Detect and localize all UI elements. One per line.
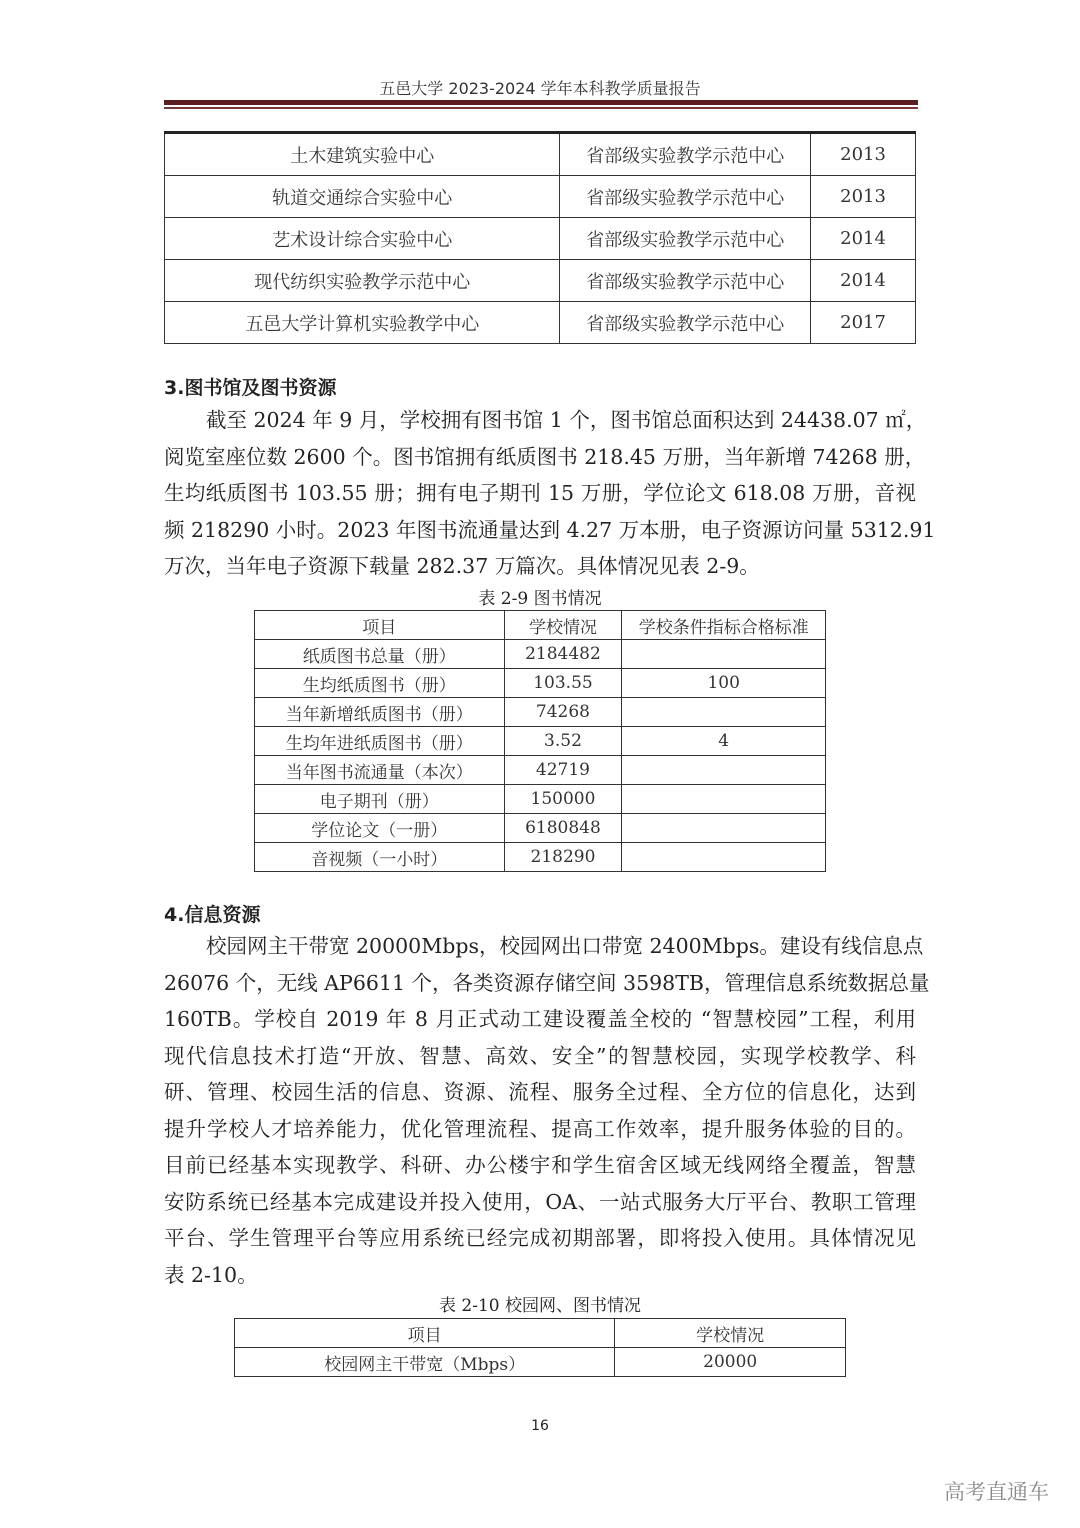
table-cell: 学校条件指标合格标准 [622,611,826,640]
table-cell: 学校情况 [615,1319,846,1348]
table-cell: 音视频（一小时） [255,843,505,872]
paragraph-line: 目前已经基本实现教学、科研、办公楼宇和学生宿舍区域无线网络全覆盖，智慧 [164,1153,916,1177]
table-row [165,302,916,344]
paragraph-line: 160TB。学校自 2019 年 8 月正式动工建设覆盖全校的 “智慧校园”工程，利用 [164,1007,916,1031]
table-row [255,669,826,698]
paragraph-line: 研、管理、校园生活的信息、资源、流程、服务全过程、全方位的信息化，达到 [164,1080,916,1104]
paragraph-line: 生均纸质图书 103.55 册；拥有电子期刊 15 万册，学位论文 618.08 万册，音视 [164,481,916,505]
paragraph-line: 截至 2024 年 9 月，学校拥有图书馆 1 个，图书馆总面积达到 24438.07 ㎡， [206,408,927,432]
table-row [255,785,826,814]
watermark: 高考直通车 [944,1480,1049,1504]
table-cell: 五邑大学计算机实验教学中心 [165,302,560,344]
table-row [165,218,916,260]
table-cell: 103.55 [504,669,622,698]
section-4-heading: 4.信息资源 [164,904,261,926]
table-cell: 电子期刊（册） [255,785,505,814]
paragraph-line: 万次，当年电子资源下载量 282.37 万篇次。具体情况见表 2-9。 [164,554,760,578]
table-cell: 轨道交通综合实验中心 [165,176,560,218]
table-cell: 学校情况 [504,611,622,640]
table-cell: 4 [622,727,826,756]
table-cell [622,843,826,872]
table-2-9-caption: 表 2-9 图书情况 [478,589,602,609]
paragraph-line: 校园网主干带宽 20000Mbps，校园网出口带宽 2400Mbps。建设有线信息点 [206,934,924,958]
table-header-row [235,1319,846,1348]
table-row [255,640,826,669]
table-cell: 省部级实验教学示范中心 [560,302,811,344]
table-cell [622,785,826,814]
table-cell: 2014 [811,260,916,302]
header-rule [164,100,918,105]
lab-center-table [164,131,916,344]
page-header: 五邑大学 2023-2024 学年本科教学质量报告 [379,79,701,98]
table-row [165,260,916,302]
paragraph-line: 26076 个，无线 AP6611 个，各类资源存储空间 3598TB，管理信息系统数据总量 [164,970,930,995]
table-cell: 学位论文（一册） [255,814,505,843]
table-cell: 2017 [811,302,916,344]
table-row [165,176,916,218]
table-cell: 74268 [504,698,622,727]
section-3-heading: 3.图书馆及图书资源 [164,377,337,399]
table-cell: 2014 [811,218,916,260]
paragraph-line: 表 2-10。 [164,1262,258,1287]
table-cell: 艺术设计综合实验中心 [165,218,560,260]
table-cell: 生均纸质图书（册） [255,669,505,698]
table-cell: 20000 [615,1348,846,1377]
table-row [235,1348,846,1377]
table-cell [622,814,826,843]
table-row [255,843,826,872]
table-header-row [255,611,826,640]
table-row [255,756,826,785]
table-cell: 省部级实验教学示范中心 [560,133,811,176]
table-cell: 150000 [504,785,622,814]
table-cell: 6180848 [504,814,622,843]
table-cell: 土木建筑实验中心 [165,133,560,176]
table-cell: 2184482 [504,640,622,669]
table-cell: 42719 [504,756,622,785]
paragraph-line: 安防系统已经基本完成建设并投入使用，OA、一站式服务大厅平台、教职工管理 [164,1189,916,1214]
table-cell: 校园网主干带宽（Mbps） [235,1348,615,1377]
table-cell: 100 [622,669,826,698]
table-cell: 省部级实验教学示范中心 [560,176,811,218]
table-row [165,133,916,176]
table-cell: 项目 [255,611,505,640]
table-cell: 省部级实验教学示范中心 [560,260,811,302]
table-row [255,727,826,756]
paragraph-line: 频 218290 小时。2023 年图书流通量达到 4.27 万本册，电子资源访问量 5312.91 [164,517,936,542]
table-cell: 218290 [504,843,622,872]
table-cell: 现代纺织实验教学示范中心 [165,260,560,302]
paragraph-line: 现代信息技术打造“开放、智慧、高效、安全”的智慧校园，实现学校教学、科 [164,1043,916,1068]
paragraph-line: 阅览室座位数 2600 个。图书馆拥有纸质图书 218.45 万册，当年新增 74268 册， [164,444,926,469]
table-cell [622,756,826,785]
table-row [255,698,826,727]
table-cell [622,640,826,669]
paragraph-line: 平台、学生管理平台等应用系统已经完成初期部署，即将投入使用。具体情况见 [164,1226,916,1250]
table-row [255,814,826,843]
table-cell: 项目 [235,1319,615,1348]
table-cell: 当年新增纸质图书（册） [255,698,505,727]
table-cell: 当年图书流通量（本次） [255,756,505,785]
table-2-10-caption: 表 2-10 校园网、图书情况 [439,1296,641,1316]
table-cell: 3.52 [504,727,622,756]
table-cell: 省部级实验教学示范中心 [560,218,811,260]
paragraph-line: 提升学校人才培养能力，优化管理流程、提高工作效率，提升服务体验的目的。 [164,1116,916,1141]
table-cell: 2013 [811,176,916,218]
table-cell [622,698,826,727]
table-cell: 2013 [811,133,916,176]
table-cell: 纸质图书总量（册） [255,640,505,669]
header-rule-thin [164,107,918,109]
page-number: 16 [531,1418,549,1434]
table-cell: 生均年进纸质图书（册） [255,727,505,756]
campus-network-table [234,1318,846,1377]
library-table [254,610,826,872]
